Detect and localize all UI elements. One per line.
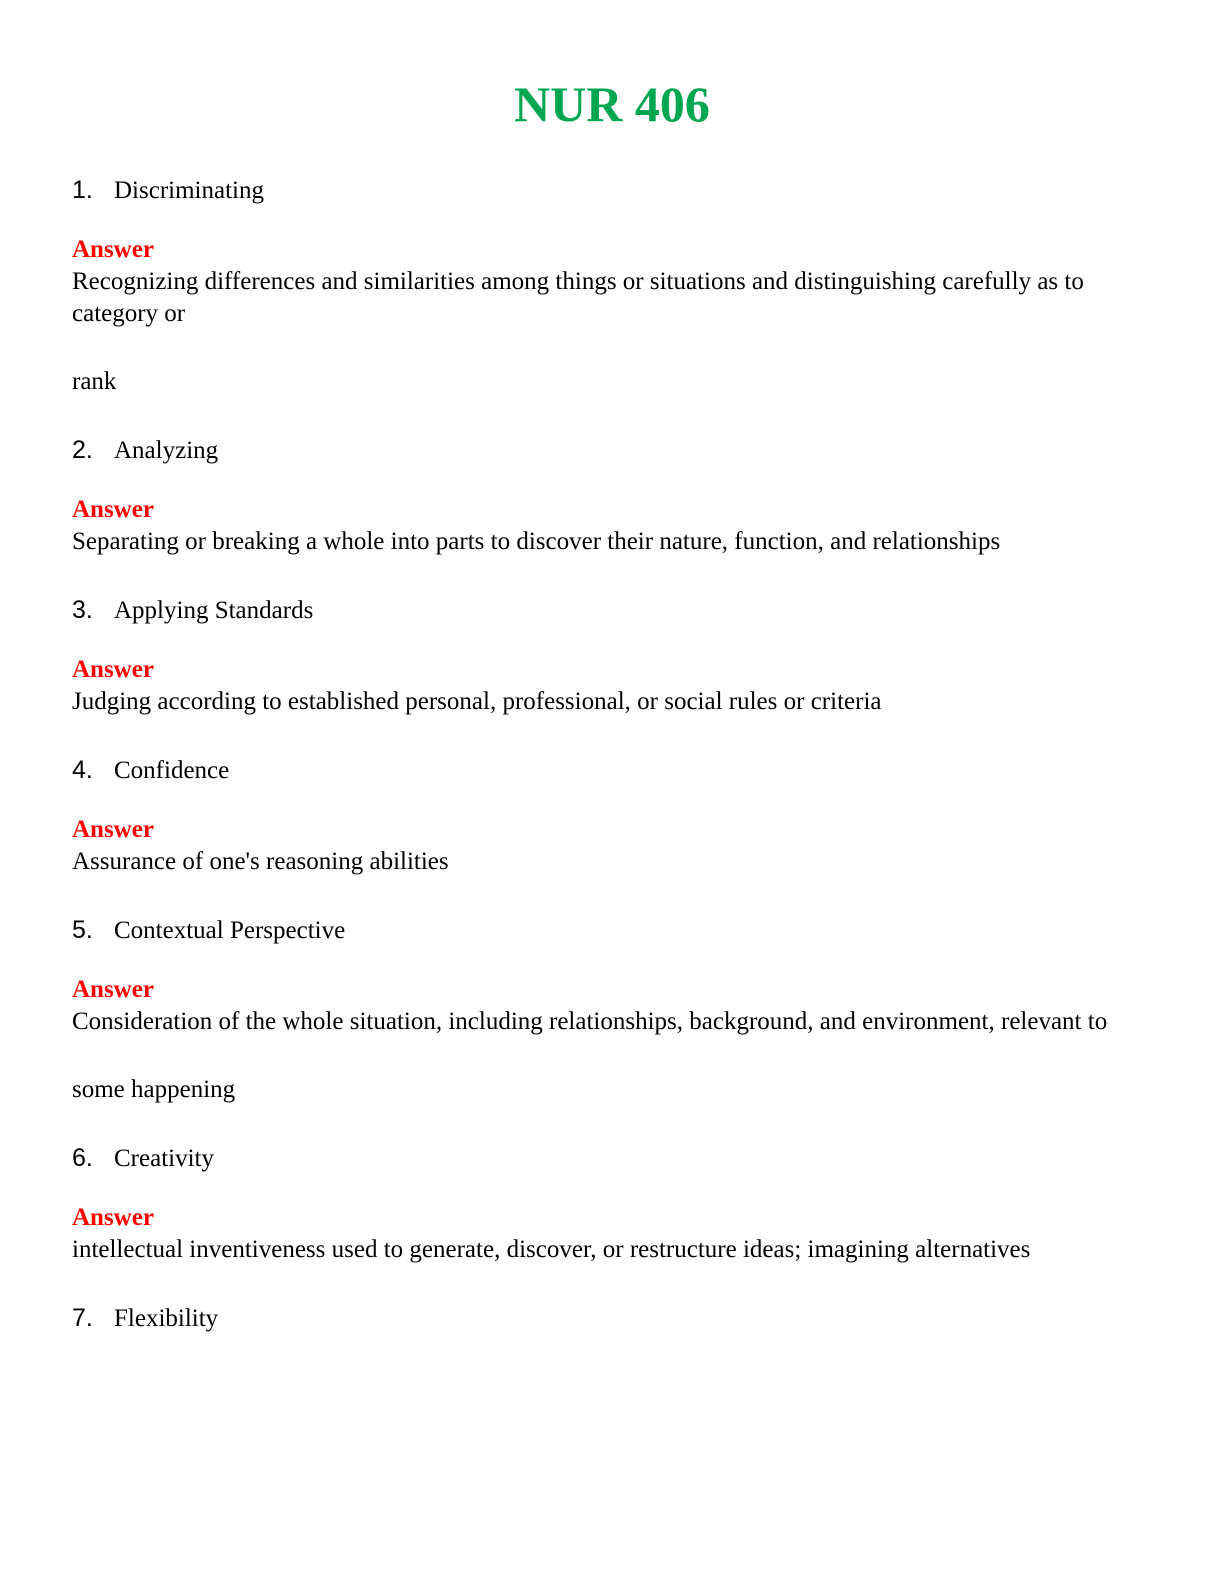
question-term: Applying Standards	[114, 597, 314, 624]
qa-item-1	[72, 168, 1152, 398]
answer-text: Judging according to established personal, professional, or social rules or criteria	[72, 688, 882, 715]
question-number: 5.	[72, 916, 93, 944]
answer-label: Answer	[72, 816, 154, 843]
qa-item-4	[72, 748, 1152, 878]
question-4	[72, 748, 1152, 792]
question-5	[72, 908, 1152, 952]
question-number: 3.	[72, 596, 93, 624]
answer-continuation: some happening	[72, 1076, 236, 1103]
qa-item-6	[72, 1136, 1152, 1266]
question-term: Creativity	[114, 1145, 214, 1172]
answer-text: Separating or breaking a whole into parts to discover their nature, function, and relationships	[72, 528, 1001, 555]
answer-label: Answer	[72, 496, 154, 523]
question-1	[72, 168, 1152, 212]
question-number: 1.	[72, 176, 93, 204]
qa-item-5	[72, 908, 1152, 1106]
answer-label: Answer	[72, 976, 154, 1003]
answer-text: intellectual inventiveness used to generate, discover, or restructure ideas; imagining alternatives	[72, 1236, 1031, 1263]
question-term: Flexibility	[114, 1305, 219, 1332]
answer-label: Answer	[72, 236, 154, 263]
qa-list	[72, 168, 1152, 1370]
question-2	[72, 428, 1152, 472]
answer-label: Answer	[72, 1204, 154, 1231]
qa-item-2	[72, 428, 1152, 558]
question-number: 4.	[72, 756, 93, 784]
document-title: NUR 406	[514, 76, 710, 132]
question-6	[72, 1136, 1152, 1180]
question-number: 6.	[72, 1144, 93, 1172]
question-number: 7.	[72, 1304, 93, 1332]
qa-item-7	[72, 1296, 1152, 1340]
answer-text: Consideration of the whole situation, including relationships, background, and environment, relevant to	[72, 1008, 1108, 1035]
question-number: 2.	[72, 436, 93, 464]
answer-continuation: rank	[72, 368, 117, 395]
answer-label: Answer	[72, 656, 154, 683]
question-term: Discriminating	[114, 177, 264, 204]
answer-text: Recognizing differences and similarities among things or situations and distinguishing carefully as to category or	[72, 268, 1084, 327]
question-term: Analyzing	[114, 437, 219, 464]
qa-item-3	[72, 588, 1152, 718]
question-term: Contextual Perspective	[114, 917, 346, 944]
question-7	[72, 1296, 1152, 1340]
question-3	[72, 588, 1152, 632]
answer-text: Assurance of one's reasoning abilities	[72, 848, 449, 875]
question-term: Confidence	[114, 757, 230, 784]
